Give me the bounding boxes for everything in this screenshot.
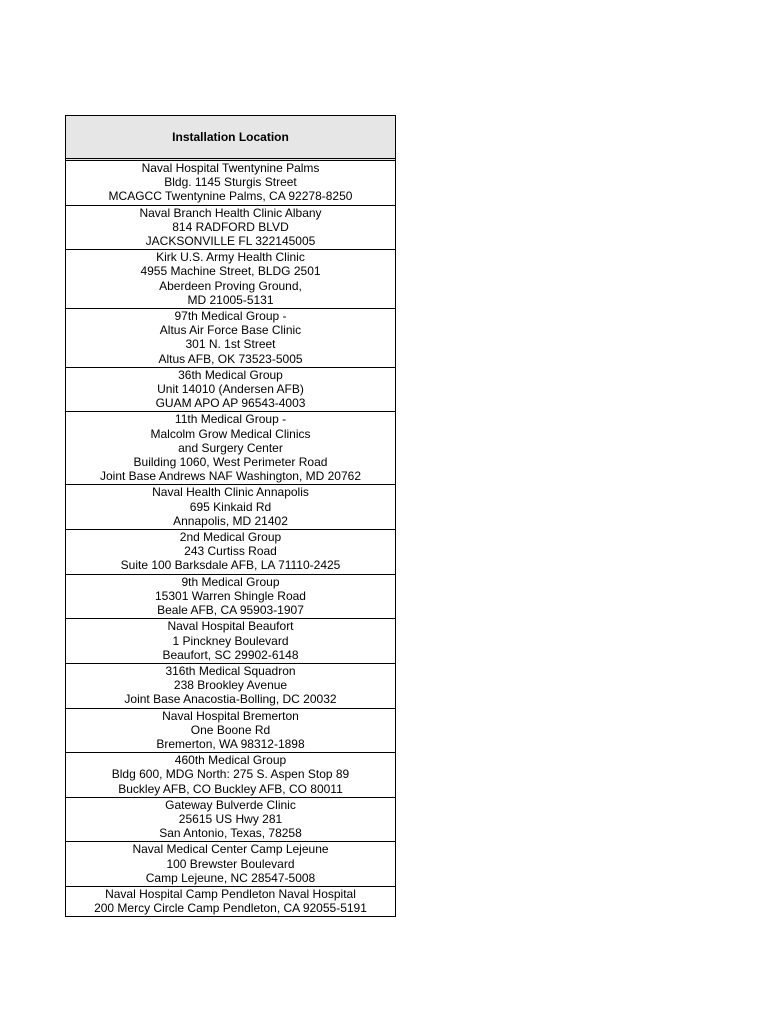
address-line: 25615 US Hwy 281	[178, 811, 283, 826]
address-line: San Antonio, Texas, 78258	[159, 826, 302, 841]
table-row	[66, 574, 395, 619]
address-line: 695 Kinkaid Rd	[189, 499, 272, 514]
table-body	[66, 161, 395, 916]
address-line: Naval Health Clinic Annapolis	[152, 485, 309, 500]
table-row	[66, 797, 395, 842]
address-line: Joint Base Andrews NAF Washington, MD 20762	[99, 469, 362, 484]
address-line: 238 Brookley Avenue	[173, 678, 288, 693]
address-line: 4955 Machine Street, BLDG 2501	[140, 264, 321, 279]
address-line: 36th Medical Group	[178, 367, 283, 382]
address-line: Unit 14010 (Andersen AFB)	[157, 382, 304, 397]
table-row	[66, 663, 395, 708]
address-line: Naval Medical Center Camp Lejeune	[132, 842, 329, 857]
table-row	[66, 618, 395, 663]
address-line: 301 N. 1st Street	[185, 337, 276, 352]
address-line: Bldg. 1145 Sturgis Street	[164, 175, 297, 190]
address-line: Beaufort, SC 29902-6148	[162, 647, 299, 662]
table-row	[66, 752, 395, 797]
address-line: 11th Medical Group -	[174, 412, 287, 427]
address-line: 9th Medical Group	[181, 574, 280, 589]
address-line: 814 RADFORD BLVD	[172, 219, 289, 234]
address-line: Altus Air Force Base Clinic	[159, 323, 302, 338]
address-line: 243 Curtiss Road	[184, 544, 277, 559]
table-row	[66, 886, 395, 916]
table-row	[66, 161, 395, 205]
address-line: Aberdeen Proving Ground,	[159, 278, 302, 293]
address-line: Bldg 600, MDG North: 275 S. Aspen Stop 89	[111, 767, 350, 782]
address-line: One Boone Rd	[190, 722, 271, 737]
address-line: Gateway Bulverde Clinic	[165, 797, 296, 812]
address-line: MCAGCC Twentynine Palms, CA 92278-8250	[108, 189, 353, 204]
header-installation-location: Installation Location	[172, 130, 289, 144]
address-line: 2nd Medical Group	[179, 530, 282, 545]
table-row	[66, 529, 395, 574]
address-line: Naval Hospital Beaufort	[167, 619, 294, 634]
address-line: Kirk U.S. Army Health Clinic	[156, 250, 305, 265]
address-line: 316th Medical Squadron	[165, 663, 296, 678]
installation-table	[65, 115, 396, 917]
table-row	[66, 367, 395, 412]
table-row	[66, 708, 395, 753]
table-row	[66, 411, 395, 484]
address-line: Altus AFB, OK 73523-5005	[158, 351, 303, 366]
address-line: Naval Hospital Camp Pendleton Naval Hospital	[105, 886, 356, 901]
address-line: Beale AFB, CA 95903-1907	[157, 603, 304, 618]
table-row	[66, 841, 395, 886]
address-line: MD 21005-5131	[187, 292, 274, 307]
address-line: Bremerton, WA 98312-1898	[156, 736, 305, 751]
table-row	[66, 205, 395, 250]
address-line: 460th Medical Group	[174, 753, 287, 768]
address-line: Malcolm Grow Medical Clinics	[150, 426, 311, 441]
address-line: Suite 100 Barksdale AFB, LA 71110-2425	[120, 558, 341, 573]
address-line: Camp Lejeune, NC 28547-5008	[145, 870, 316, 885]
address-line: GUAM APO AP 96543-4003	[155, 396, 306, 411]
address-line: Annapolis, MD 21402	[173, 513, 288, 528]
address-line: and Surgery Center	[178, 440, 283, 455]
table-row	[66, 308, 395, 367]
address-line: Buckley AFB, CO Buckley AFB, CO 80011	[118, 781, 343, 796]
table-row	[66, 484, 395, 529]
address-line: Naval Hospital Twentynine Palms	[141, 161, 320, 175]
address-line: Naval Branch Health Clinic Albany	[139, 205, 322, 220]
address-line: 97th Medical Group -	[174, 309, 287, 324]
address-line: 200 Mercy Circle Camp Pendleton, CA 92055-5191	[94, 901, 367, 916]
address-line: Building 1060, West Perimeter Road	[133, 455, 328, 470]
table-header	[66, 116, 395, 161]
address-line: 15301 Warren Shingle Road	[155, 588, 306, 603]
address-line: 1 Pinckney Boulevard	[172, 633, 289, 648]
address-line: 100 Brewster Boulevard	[166, 856, 295, 871]
address-line: Joint Base Anacostia-Bolling, DC 20032	[124, 692, 337, 707]
address-line: JACKSONVILLE FL 322145005	[145, 234, 316, 249]
address-line: Naval Hospital Bremerton	[162, 708, 299, 723]
table-row	[66, 249, 395, 308]
